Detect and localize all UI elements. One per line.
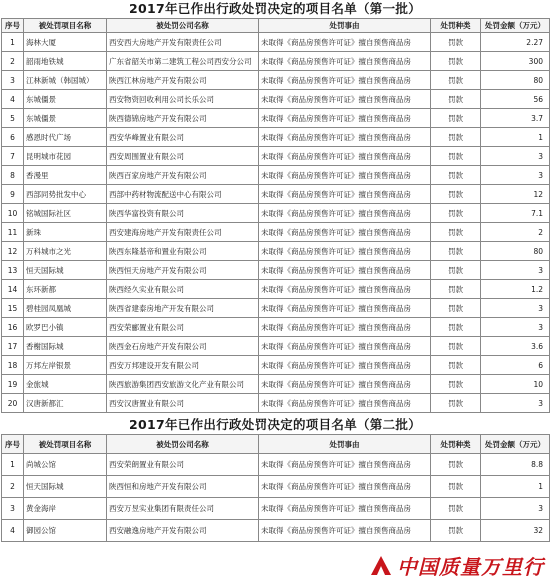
cell-type: 罚款 xyxy=(431,109,481,128)
cell-amount: 80 xyxy=(481,242,550,261)
cell-project: 香漫里 xyxy=(24,166,107,185)
cell-reason: 未取得《商品房预售许可证》擅自预售商品房 xyxy=(259,498,431,520)
cell-project: 韶雨地铁城 xyxy=(24,52,107,71)
table-row xyxy=(2,337,550,356)
cell-amount: 3 xyxy=(481,498,550,520)
cell-type: 罚款 xyxy=(431,337,481,356)
cell-amount: 3 xyxy=(481,261,550,280)
cell-type: 罚款 xyxy=(431,166,481,185)
cell-project: 铭城国际社区 xyxy=(24,204,107,223)
table-row xyxy=(2,128,550,147)
cell-reason: 未取得《商品房预售许可证》擅自预售商品房 xyxy=(259,261,431,280)
table-row xyxy=(2,204,550,223)
cell-type: 罚款 xyxy=(431,223,481,242)
cell-type: 罚款 xyxy=(431,33,481,52)
cell-index: 1 xyxy=(2,454,24,476)
cell-index: 15 xyxy=(2,299,24,318)
table-row xyxy=(2,356,550,375)
cell-index: 1 xyxy=(2,33,24,52)
cell-amount: 80 xyxy=(481,71,550,90)
batch1-header-row xyxy=(2,19,550,33)
cell-amount: 7.1 xyxy=(481,204,550,223)
col-header-reason: 处罚事由 xyxy=(259,435,431,454)
col-header-reason: 处罚事由 xyxy=(259,19,431,33)
cell-company: 西安物资回收利用公司长乐公司 xyxy=(107,90,259,109)
cell-amount: 2.27 xyxy=(481,33,550,52)
cell-type: 罚款 xyxy=(431,204,481,223)
cell-company: 陕西华富投资有限公司 xyxy=(107,204,259,223)
cell-reason: 未取得《商品房预售许可证》擅自预售商品房 xyxy=(259,242,431,261)
table-row xyxy=(2,375,550,394)
table-row xyxy=(2,261,550,280)
col-header-amount: 处罚金额（万元） xyxy=(481,19,550,33)
col-header-type: 处罚种类 xyxy=(431,19,481,33)
cell-company: 陕西百家房地产开发有限公司 xyxy=(107,166,259,185)
watermark xyxy=(364,550,548,581)
table-row xyxy=(2,520,550,542)
cell-company: 陕西金石房地产开发有限公司 xyxy=(107,337,259,356)
cell-amount: 3 xyxy=(481,299,550,318)
cell-amount: 32 xyxy=(481,520,550,542)
cell-project: 碧桂园凤凰城 xyxy=(24,299,107,318)
cell-index: 10 xyxy=(2,204,24,223)
table-row xyxy=(2,299,550,318)
cell-project: 黄金海岸 xyxy=(24,498,107,520)
cell-type: 罚款 xyxy=(431,280,481,299)
cell-amount: 3 xyxy=(481,147,550,166)
cell-index: 2 xyxy=(2,476,24,498)
cell-type: 罚款 xyxy=(431,454,481,476)
cell-project: 海林大厦 xyxy=(24,33,107,52)
cell-amount: 10 xyxy=(481,375,550,394)
cell-project: 尚城公馆 xyxy=(24,454,107,476)
batch1-title: 2017年已作出行政处罚决定的项目名单（第一批） xyxy=(129,1,421,16)
cell-project: 御园公馆 xyxy=(24,520,107,542)
cell-amount: 3 xyxy=(481,394,550,413)
batch2-header-row xyxy=(2,435,550,454)
table-row xyxy=(2,90,550,109)
cell-reason: 未取得《商品房预售许可证》擅自预售商品房 xyxy=(259,375,431,394)
cell-reason: 未取得《商品房预售许可证》擅自预售商品房 xyxy=(259,454,431,476)
col-header-type: 处罚种类 xyxy=(431,435,481,454)
cell-amount: 1 xyxy=(481,128,550,147)
cell-reason: 未取得《商品房预售许可证》擅自预售商品房 xyxy=(259,128,431,147)
cell-type: 罚款 xyxy=(431,356,481,375)
cell-project: 万科城市之光 xyxy=(24,242,107,261)
watermark-text: 中国质量万里行 xyxy=(397,555,544,579)
cell-index: 16 xyxy=(2,318,24,337)
cell-index: 7 xyxy=(2,147,24,166)
col-header-company: 被处罚公司名称 xyxy=(107,19,259,33)
cell-index: 6 xyxy=(2,128,24,147)
table-row xyxy=(2,71,550,90)
cell-amount: 1.2 xyxy=(481,280,550,299)
cell-amount: 300 xyxy=(481,52,550,71)
cell-company: 陕西江林房地产开发有限公司 xyxy=(107,71,259,90)
table-row xyxy=(2,280,550,299)
quality-logo-icon xyxy=(368,553,394,579)
cell-company: 西安万昱实业集团有限责任公司 xyxy=(107,498,259,520)
cell-type: 罚款 xyxy=(431,299,481,318)
cell-type: 罚款 xyxy=(431,394,481,413)
cell-amount: 1 xyxy=(481,476,550,498)
cell-index: 8 xyxy=(2,166,24,185)
cell-company: 西安西大房地产开发有限责任公司 xyxy=(107,33,259,52)
cell-project: 江林新城（韩国城） xyxy=(24,71,107,90)
cell-index: 4 xyxy=(2,520,24,542)
cell-index: 11 xyxy=(2,223,24,242)
col-header-amount: 处罚金额（万元） xyxy=(481,435,550,454)
cell-index: 3 xyxy=(2,71,24,90)
cell-reason: 未取得《商品房预售许可证》擅自预售商品房 xyxy=(259,223,431,242)
cell-company: 西安万邦建设开发有限公司 xyxy=(107,356,259,375)
cell-reason: 未取得《商品房预售许可证》擅自预售商品房 xyxy=(259,280,431,299)
cell-amount: 8.8 xyxy=(481,454,550,476)
cell-reason: 未取得《商品房预售许可证》擅自预售商品房 xyxy=(259,71,431,90)
table-row xyxy=(2,476,550,498)
cell-type: 罚款 xyxy=(431,318,481,337)
cell-amount: 12 xyxy=(481,185,550,204)
cell-company: 陕西德锦房地产开发有限公司 xyxy=(107,109,259,128)
cell-amount: 3 xyxy=(481,318,550,337)
cell-amount: 3 xyxy=(481,166,550,185)
cell-project: 感恩时代广场 xyxy=(24,128,107,147)
cell-project: 西部同势批发中心 xyxy=(24,185,107,204)
cell-type: 罚款 xyxy=(431,185,481,204)
cell-company: 陕西东隆基帝和置业有限公司 xyxy=(107,242,259,261)
cell-amount: 3.6 xyxy=(481,337,550,356)
cell-reason: 未取得《商品房预售许可证》擅自预售商品房 xyxy=(259,476,431,498)
cell-project: 恒天国际城 xyxy=(24,261,107,280)
cell-company: 西安荣郦置业有限公司 xyxy=(107,318,259,337)
cell-amount: 56 xyxy=(481,90,550,109)
cell-type: 罚款 xyxy=(431,128,481,147)
cell-index: 2 xyxy=(2,52,24,71)
batch2-table xyxy=(1,434,550,542)
cell-index: 14 xyxy=(2,280,24,299)
table-row xyxy=(2,242,550,261)
cell-type: 罚款 xyxy=(431,498,481,520)
cell-reason: 未取得《商品房预售许可证》擅自预售商品房 xyxy=(259,356,431,375)
col-header-index: 序号 xyxy=(2,435,24,454)
batch1-table xyxy=(1,18,550,413)
cell-reason: 未取得《商品房预售许可证》擅自预售商品房 xyxy=(259,185,431,204)
cell-reason: 未取得《商品房预售许可证》擅自预售商品房 xyxy=(259,109,431,128)
cell-company: 西安华峰置业有限公司 xyxy=(107,128,259,147)
cell-type: 罚款 xyxy=(431,52,481,71)
table-row xyxy=(2,166,550,185)
cell-amount: 6 xyxy=(481,356,550,375)
table-row xyxy=(2,52,550,71)
cell-index: 4 xyxy=(2,90,24,109)
cell-amount: 2 xyxy=(481,223,550,242)
cell-type: 罚款 xyxy=(431,90,481,109)
cell-reason: 未取得《商品房预售许可证》擅自预售商品房 xyxy=(259,52,431,71)
cell-project: 东城僵景 xyxy=(24,90,107,109)
cell-index: 12 xyxy=(2,242,24,261)
cell-reason: 未取得《商品房预售许可证》擅自预售商品房 xyxy=(259,147,431,166)
cell-project: 新珠 xyxy=(24,223,107,242)
cell-reason: 未取得《商品房预售许可证》擅自预售商品房 xyxy=(259,337,431,356)
cell-type: 罚款 xyxy=(431,520,481,542)
table-row xyxy=(2,33,550,52)
cell-reason: 未取得《商品房预售许可证》擅自预售商品房 xyxy=(259,90,431,109)
cell-index: 5 xyxy=(2,109,24,128)
table-row xyxy=(2,223,550,242)
col-header-index: 序号 xyxy=(2,19,24,33)
cell-company: 西部中药材物流配送中心有限公司 xyxy=(107,185,259,204)
cell-company: 西安荣朗置业有限公司 xyxy=(107,454,259,476)
table-row xyxy=(2,498,550,520)
cell-project: 汉唐新都汇 xyxy=(24,394,107,413)
cell-reason: 未取得《商品房预售许可证》擅自预售商品房 xyxy=(259,166,431,185)
cell-company: 陕西省建泰房地产开发有限公司 xyxy=(107,299,259,318)
table-row xyxy=(2,318,550,337)
cell-company: 西安汉唐置业有限公司 xyxy=(107,394,259,413)
cell-reason: 未取得《商品房预售许可证》擅自预售商品房 xyxy=(259,394,431,413)
cell-index: 3 xyxy=(2,498,24,520)
cell-company: 陕西旅游集团西安旅游文化产业有限公司 xyxy=(107,375,259,394)
cell-type: 罚款 xyxy=(431,261,481,280)
cell-type: 罚款 xyxy=(431,71,481,90)
cell-reason: 未取得《商品房预售许可证》擅自预售商品房 xyxy=(259,520,431,542)
cell-company: 西安建海房地产开发有限责任公司 xyxy=(107,223,259,242)
cell-type: 罚款 xyxy=(431,147,481,166)
cell-type: 罚款 xyxy=(431,476,481,498)
table-row xyxy=(2,454,550,476)
cell-company: 西安周围置业有限公司 xyxy=(107,147,259,166)
table-row xyxy=(2,394,550,413)
table-row xyxy=(2,147,550,166)
cell-project: 欧罗巴小镇 xyxy=(24,318,107,337)
table-row xyxy=(2,109,550,128)
cell-index: 20 xyxy=(2,394,24,413)
cell-index: 18 xyxy=(2,356,24,375)
cell-project: 恒天国际城 xyxy=(24,476,107,498)
col-header-project: 被处罚项目名称 xyxy=(24,435,107,454)
cell-project: 昆明城市花园 xyxy=(24,147,107,166)
cell-reason: 未取得《商品房预售许可证》擅自预售商品房 xyxy=(259,318,431,337)
cell-index: 19 xyxy=(2,375,24,394)
table-row xyxy=(2,185,550,204)
cell-index: 13 xyxy=(2,261,24,280)
cell-amount: 3.7 xyxy=(481,109,550,128)
cell-company: 广东省韶关市第二建筑工程公司西安分公司 xyxy=(107,52,259,71)
cell-type: 罚款 xyxy=(431,242,481,261)
cell-company: 陕西恒天房地产开发有限公司 xyxy=(107,261,259,280)
cell-project: 东城僵景 xyxy=(24,109,107,128)
cell-reason: 未取得《商品房预售许可证》擅自预售商品房 xyxy=(259,299,431,318)
cell-company: 陕西经久实业有限公司 xyxy=(107,280,259,299)
cell-reason: 未取得《商品房预售许可证》擅自预售商品房 xyxy=(259,33,431,52)
cell-project: 金旅城 xyxy=(24,375,107,394)
cell-project: 东环新都 xyxy=(24,280,107,299)
col-header-project: 被处罚项目名称 xyxy=(24,19,107,33)
cell-project: 万邦左岸银景 xyxy=(24,356,107,375)
cell-type: 罚款 xyxy=(431,375,481,394)
batch2-title: 2017年已作出行政处罚决定的项目名单（第二批） xyxy=(129,417,421,432)
cell-company: 西安融逸房地产开发有限公司 xyxy=(107,520,259,542)
cell-index: 17 xyxy=(2,337,24,356)
col-header-company: 被处罚公司名称 xyxy=(107,435,259,454)
cell-reason: 未取得《商品房预售许可证》擅自预售商品房 xyxy=(259,204,431,223)
cell-project: 香榭国际城 xyxy=(24,337,107,356)
cell-company: 陕西恒和房地产开发有限公司 xyxy=(107,476,259,498)
cell-index: 9 xyxy=(2,185,24,204)
